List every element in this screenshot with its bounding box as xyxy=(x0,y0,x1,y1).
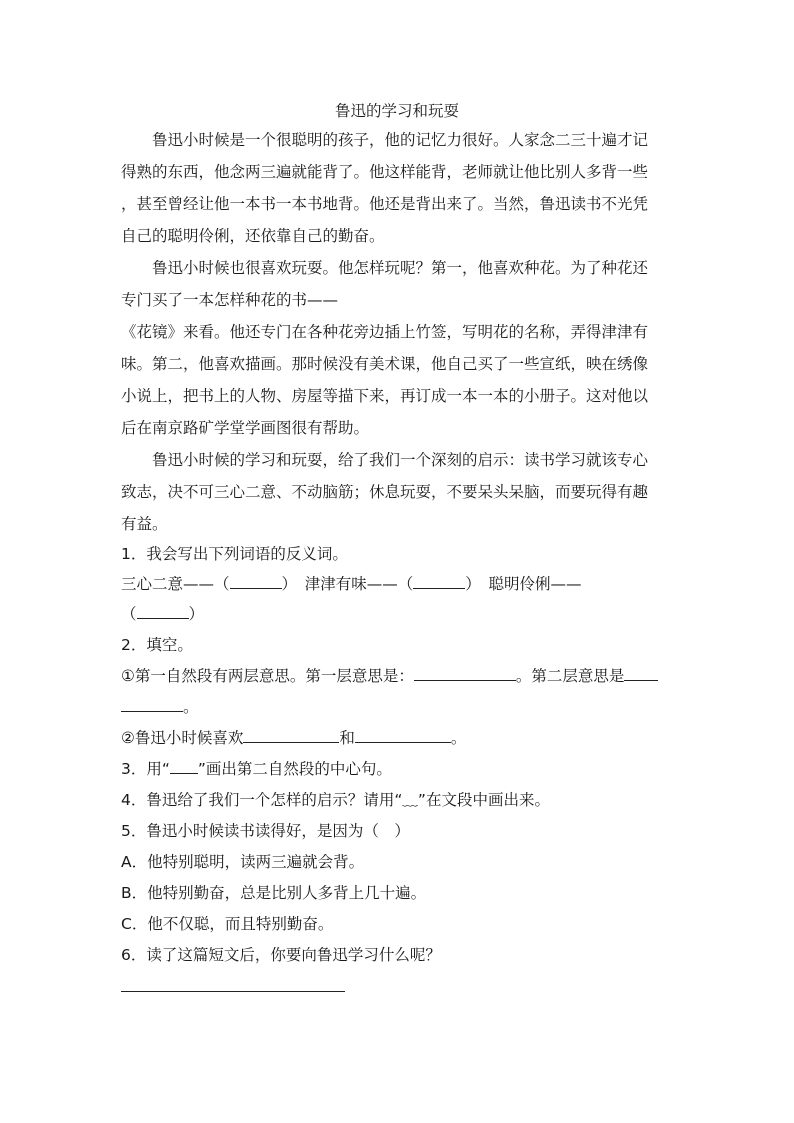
antonym-blank-3[interactable] xyxy=(137,604,189,619)
wavy-line-mark-symbol: ﹏ xyxy=(402,791,418,809)
answer-line[interactable] xyxy=(121,991,345,992)
passage-line: ，甚至曾经让他一本书一本书地背。他还是背出来了。当然，鲁迅读书不光凭 xyxy=(121,195,649,213)
question-2b-row: ②鲁迅小时候喜欢 和 。 xyxy=(121,729,467,747)
question-1-row-continued: （ ） xyxy=(121,605,205,623)
passage-line: 后在南京路矿学堂学画图很有帮助。 xyxy=(121,419,370,437)
passage-line: 有益。 xyxy=(121,515,168,533)
fill-blank-second-layer-cont[interactable] xyxy=(121,697,183,712)
passage-line: 鲁迅小时候的学习和玩耍，给了我们一个深刻的启示：读书学习就该专心 xyxy=(121,451,649,469)
question-1-prompt: 1．我会写出下列词语的反义词。 xyxy=(121,545,348,563)
question-4: 4．鲁迅给了我们一个怎样的启示？请用“﹏”在文段中画出来。 xyxy=(121,791,550,809)
question-3: 3．用“ ”画出第二自然段的中心句。 xyxy=(121,760,392,778)
fill-blank-hobby-2[interactable] xyxy=(355,728,451,743)
passage-line: 得熟的东西，他念两三遍就能背了。他这样能背，老师就让他比别人多背一些 xyxy=(121,163,649,181)
question-2a-row: ①第一自然段有两层意思。第一层意思是： 。第二层意思是 xyxy=(121,661,681,692)
passage-line: 味。第二，他喜欢描画。那时候没有美术课，他自己买了一些宣纸，映在绣像 xyxy=(121,355,649,373)
fill-blank-second-layer[interactable] xyxy=(624,666,658,681)
passage-line: 《花镜》来看。他还专门在各种花旁边插上竹签，写明花的名称，弄得津津有 xyxy=(121,323,649,341)
passage-line: 致志，决不可三心二意、不动脑筋；休息玩耍，不要呆头呆脑，而要玩得有趣 xyxy=(121,483,649,501)
antonym-blank-1[interactable] xyxy=(230,574,282,589)
question-2-prompt: 2．填空。 xyxy=(121,636,193,654)
antonym-blank-2[interactable] xyxy=(413,574,465,589)
question-2a-row-continued: 。 xyxy=(121,692,681,723)
fill-blank-first-layer[interactable] xyxy=(414,666,516,681)
fill-blank-hobby-1[interactable] xyxy=(243,728,339,743)
option-b[interactable]: B．他特别勤奋，总是比别人多背上几十遍。 xyxy=(121,884,427,902)
option-c[interactable]: C．他不仅聪，而且特别勤奋。 xyxy=(121,915,334,933)
page-title: 鲁迅的学习和玩耍 xyxy=(334,102,459,120)
question-6-prompt: 6．读了这篇短文后，你要向鲁迅学习什么呢？ xyxy=(121,946,441,964)
passage-line: 小说上，把书上的人物、房屋等描下来，再订成一本一本的小册子。这对他以 xyxy=(121,387,649,405)
passage-line: 鲁迅小时候也很喜欢玩耍。他怎样玩呢？第一，他喜欢种花。为了种花还 xyxy=(121,259,649,277)
passage-line: 鲁迅小时候是一个很聪明的孩子，他的记忆力很好。人家念二三十遍才记 xyxy=(121,131,649,149)
passage-line: 自己的聪明伶俐，还依靠自己的勤奋。 xyxy=(121,227,385,245)
question-1-row: 三心二意——（ ） 津津有味——（ ） 聪明伶俐—— xyxy=(121,575,582,593)
underline-mark-symbol xyxy=(170,759,198,774)
question-5-prompt: 5．鲁迅小时候读书读得好，是因为（ ） xyxy=(121,822,410,840)
option-a[interactable]: A．他特别聪明，读两三遍就会背。 xyxy=(121,853,365,871)
passage-line: 专门买了一本怎样种花的书—— xyxy=(121,291,339,309)
